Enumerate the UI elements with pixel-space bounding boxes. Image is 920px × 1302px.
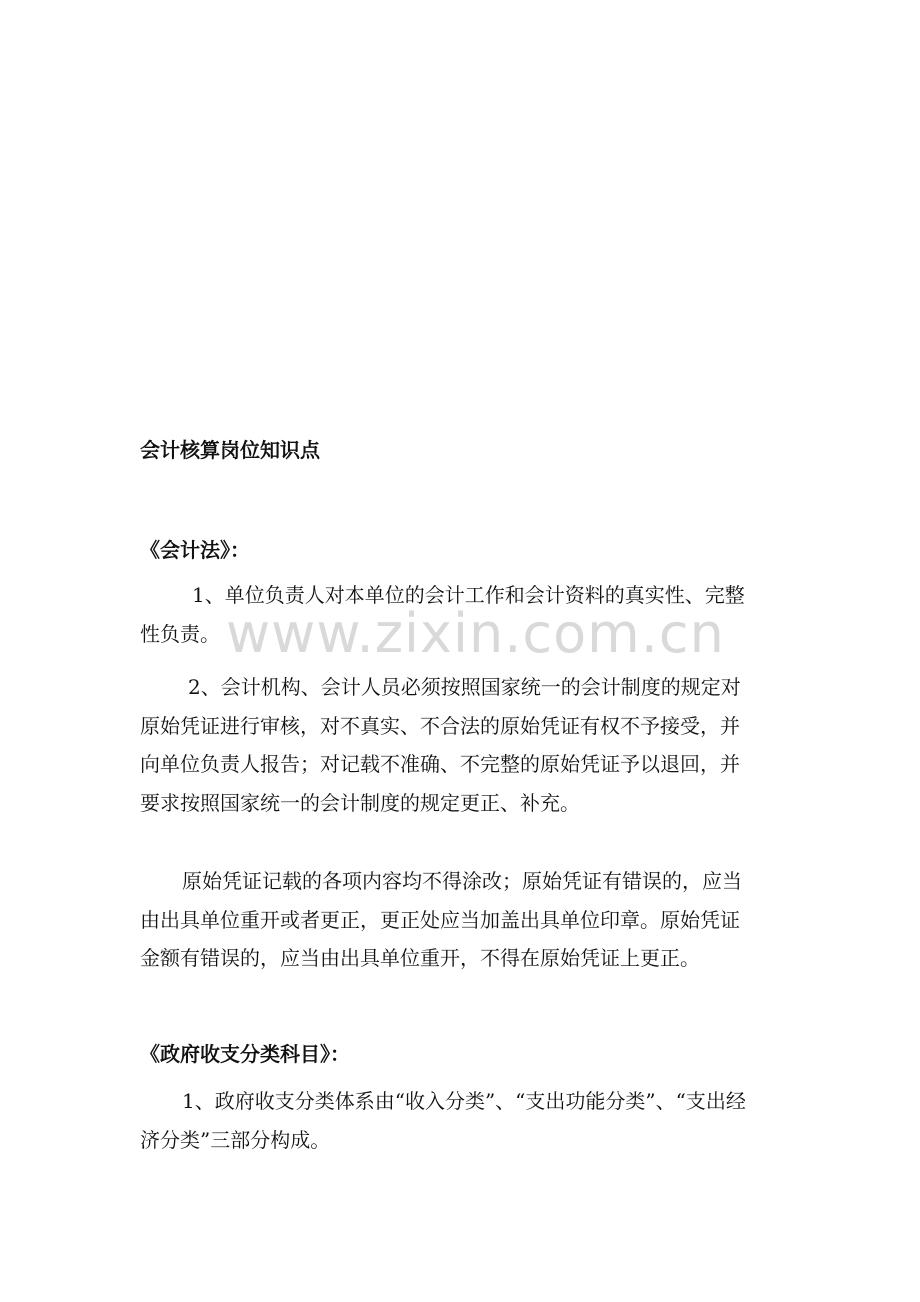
paragraph-line: 金额有错误的，应当由出具单位重开，不得在原始凭证上更正。 bbox=[140, 946, 700, 970]
paragraph-line: 原始凭证记载的各项内容均不得涂改；原始凭证有错误的，应当 bbox=[182, 869, 742, 893]
paragraph-line: 要求按照国家统一的会计制度的规定更正、补充。 bbox=[140, 790, 580, 815]
paragraph-3 bbox=[140, 862, 782, 978]
paragraph-4 bbox=[140, 1082, 782, 1159]
paragraph-2 bbox=[140, 668, 782, 822]
paragraph-1 bbox=[140, 576, 782, 653]
paragraph-line: 由出具单位重开或者更正，更正处应当加盖出具单位印章。原始凭证 bbox=[140, 907, 740, 932]
paragraph-line: 原始凭证进行审核，对不真实、不合法的原始凭证有权不予接受，并 bbox=[140, 713, 740, 738]
paragraph-line: 2、会计机构、会计人员必须按照国家统一的会计制度的规定对 bbox=[188, 675, 741, 699]
watermark: www.zixin.com.cn bbox=[226, 602, 725, 665]
section-heading-government-classification: 《政府收支分类科目》： bbox=[140, 1042, 350, 1066]
paragraph-line: 向单位负责人报告；对记载不准确、不完整的原始凭证予以退回，并 bbox=[140, 752, 740, 776]
paragraph-line: 济分类”三部分构成。 bbox=[140, 1127, 331, 1152]
paragraph-line: 1、单位负责人对本单位的会计工作和会计资料的真实性、完整 bbox=[192, 583, 745, 607]
paragraph-line: 1、政府收支分类体系由“收入分类”、“支出功能分类”、“支出经 bbox=[182, 1089, 746, 1113]
section-heading-accounting-law: 《会计法》： bbox=[140, 538, 250, 562]
paragraph-line: 性负责。 bbox=[140, 621, 220, 646]
document-title: 会计核算岗位知识点 bbox=[140, 438, 320, 462]
